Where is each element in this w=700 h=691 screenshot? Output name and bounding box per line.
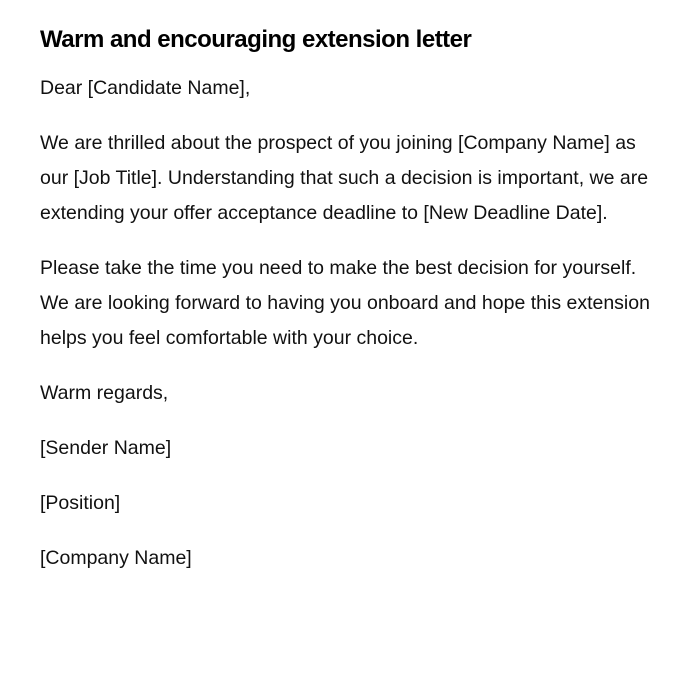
letter-title: Warm and encouraging extension letter bbox=[40, 26, 472, 53]
sender-position: [Position] bbox=[40, 492, 121, 514]
letter-paragraph-2: Please take the time you need to make the best decision for yourself. We are looking forward to having you onboard and hope this extension helps you feel comfortable with your choice. bbox=[40, 257, 650, 349]
letter-closing: Warm regards, bbox=[40, 382, 169, 404]
letter-paragraph-1: We are thrilled about the prospect of you joining [Company Name] as our [Job Title]. Understanding that such a decision is important, we are extending your offer acceptance deadline to [New Deadline Date]. bbox=[40, 132, 649, 224]
letter bbox=[40, 22, 650, 596]
letter-greeting: Dear [Candidate Name], bbox=[40, 77, 251, 99]
sender-company: [Company Name] bbox=[40, 547, 192, 569]
sender-name: [Sender Name] bbox=[40, 437, 172, 459]
